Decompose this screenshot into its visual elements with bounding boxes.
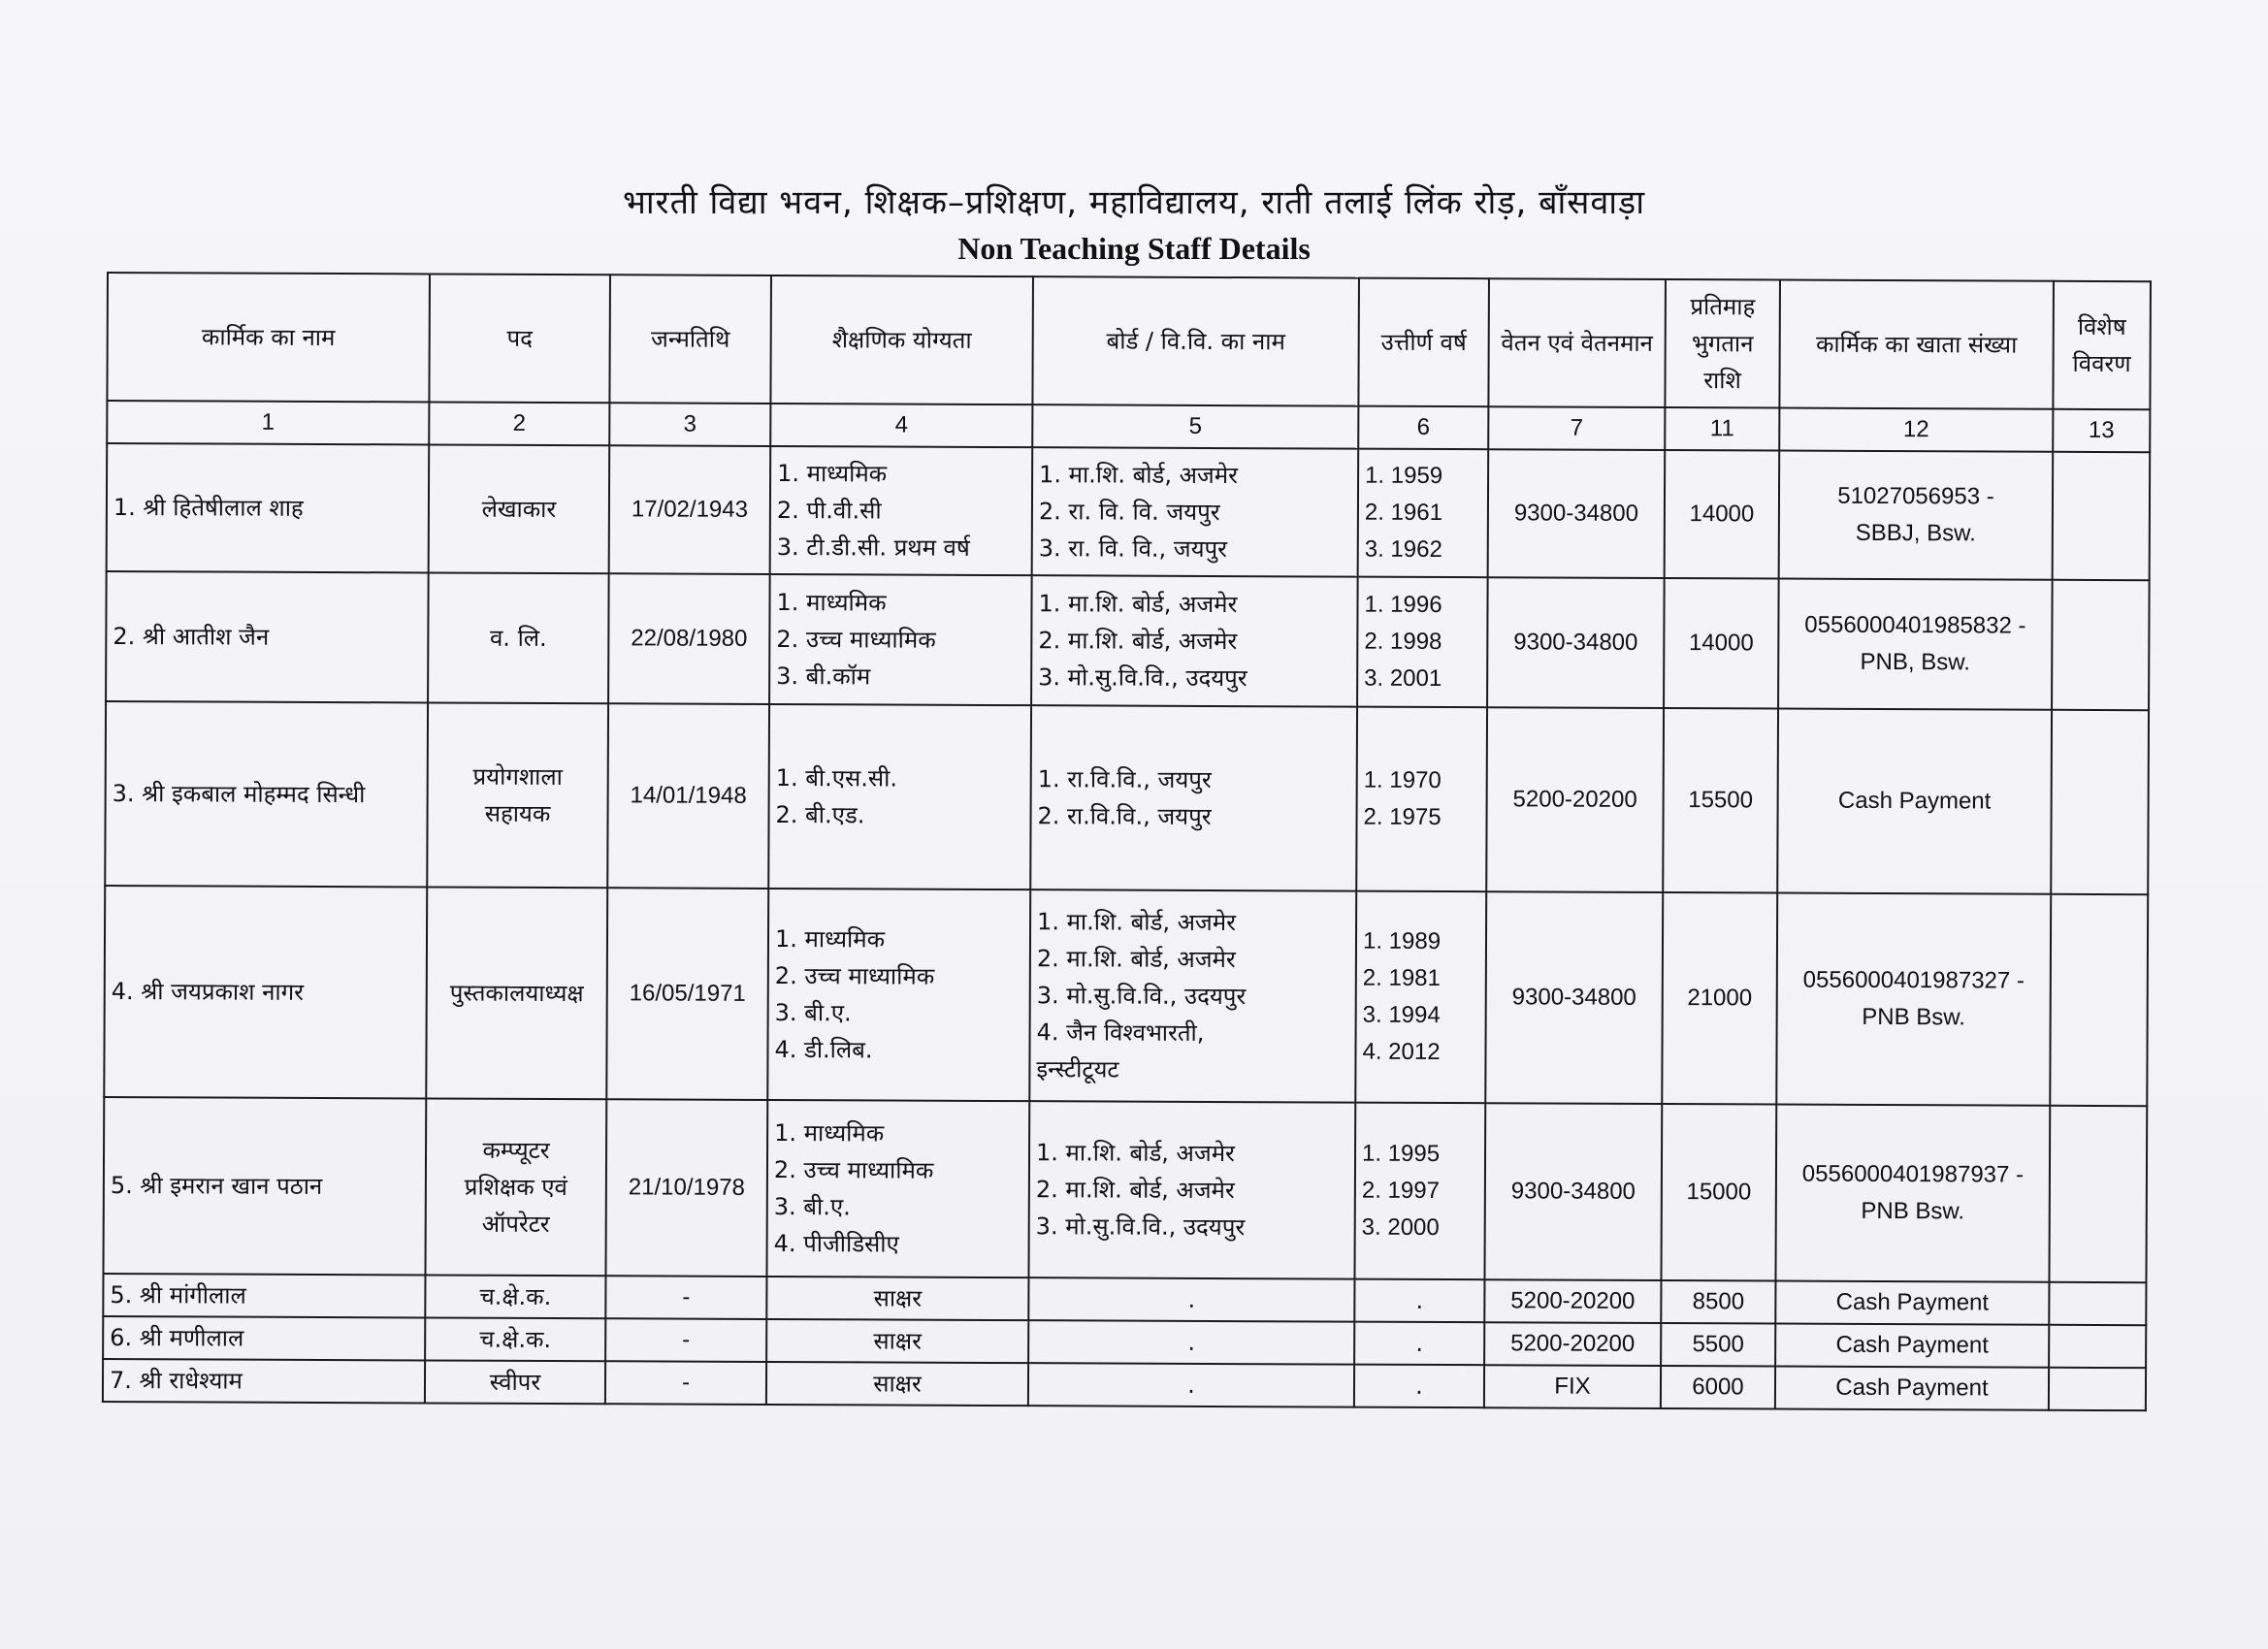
qualification-line: 3. टी.डी.सी. प्रथम वर्ष [776, 534, 970, 562]
account-line: PNB Bsw. [1862, 1003, 1966, 1031]
board-line: 3. मो.सु.वि.वि., उदयपुर [1038, 663, 1247, 693]
staff-qualifications [770, 446, 1033, 575]
staff-qualifications [766, 1100, 1029, 1277]
staff-dob: 17/02/1943 [609, 445, 771, 574]
staff-qualification: साक्षर [766, 1362, 1028, 1406]
staff-pay-scale: 9300-34800 [1484, 1103, 1662, 1280]
account-line: Cash Payment [1837, 787, 1992, 815]
staff-boards [1032, 447, 1359, 576]
account-line: PNB, Bsw. [1860, 648, 1971, 676]
staff-table [102, 272, 2152, 1411]
staff-years [1356, 707, 1487, 892]
staff-post: स्वीपर [425, 1360, 605, 1404]
year-line: 1. 1959 [1365, 462, 1443, 490]
staff-remarks [2050, 894, 2148, 1106]
board-line: 3. मो.सु.वि.वि., उदयपुर [1035, 1212, 1246, 1242]
column-number: 13 [2053, 409, 2150, 452]
qualification-line: 3. बी.ए. [773, 1193, 851, 1221]
staff-year: . [1354, 1322, 1484, 1366]
board-line: 1. मा.शि. बोर्ड, अजमेर [1039, 461, 1239, 490]
column-number: 12 [1779, 408, 2053, 452]
board-line: 2. मा.शि. बोर्ड, अजमेर [1035, 1176, 1235, 1205]
staff-name: 5. श्री मांगीलाल [103, 1274, 425, 1317]
staff-post: च.क्षे.क. [425, 1317, 605, 1361]
board-line: 2. मा.शि. बोर्ड, अजमेर [1036, 945, 1236, 974]
qualification-line: 2. उच्च माध्यामिक [776, 626, 936, 654]
staff-monthly-pay: 15500 [1663, 708, 1778, 893]
staff-post: व. लि. [428, 572, 609, 703]
column-number: 6 [1358, 406, 1488, 450]
staff-account: Cash Payment [1775, 1281, 2049, 1325]
qualification-line: 2. बी.एड. [775, 801, 865, 829]
staff-years [1354, 1103, 1485, 1280]
account-line: SBBJ, Bsw. [1855, 519, 1976, 547]
header-cell: जन्मतिथि [609, 275, 771, 404]
year-line: 3. 1962 [1364, 535, 1442, 564]
board-line: 1. मा.शि. बोर्ड, अजमेर [1037, 908, 1237, 937]
account-line: 51027056953 - [1837, 482, 1994, 510]
qualification-line: 1. माध्यमिक [774, 1119, 885, 1148]
board-line: इन्स्टीटूयट [1036, 1055, 1119, 1083]
staff-account [1777, 709, 2052, 894]
board-line: 2. रा.वि.वि., जयपुर [1037, 802, 1212, 830]
board-line: 2. मा.शि. बोर्ड, अजमेर [1038, 627, 1238, 656]
board-line: 3. मो.सु.वि.वि., उदयपुर [1036, 982, 1247, 1011]
column-number: 7 [1488, 406, 1665, 450]
year-line: 1. 1995 [1361, 1140, 1441, 1168]
qualification-line: 4. पीजीडिसीए [773, 1230, 899, 1258]
qualification-line: 2. उच्च माध्यामिक [773, 1156, 934, 1184]
staff-remarks [2049, 1325, 2146, 1368]
year-line: 3. 1994 [1362, 1001, 1441, 1029]
post-line: प्रशिक्षक एवं [464, 1173, 567, 1202]
board-line: 3. रा. वि. वि., जयपुर [1038, 534, 1228, 564]
staff-name: 2. श्री आतीश जैन [106, 571, 429, 702]
board-line: 2. रा. वि. वि. जयपुर [1038, 498, 1220, 527]
qualification-line: 2. उच्च माध्यामिक [774, 962, 935, 990]
staff-name: 1. श्री हितेषीलाल शाह [107, 443, 430, 572]
header-cell: पद [429, 274, 610, 403]
account-line: 0556000401985832 - [1804, 611, 2026, 639]
staff-monthly-pay: 14000 [1664, 578, 1779, 709]
board-line: 1. मा.शि. बोर्ड, अजमेर [1038, 590, 1238, 619]
board-line: 1. रा.वि.वि., जयपुर [1037, 765, 1212, 793]
staff-remarks [2053, 452, 2151, 580]
column-number: 3 [609, 403, 770, 446]
staff-name: 4. श्री जयप्रकाश नागर [104, 886, 427, 1098]
header-cell: शैक्षणिक योग्यता [770, 275, 1033, 404]
staff-pay-scale: 9300-34800 [1487, 577, 1665, 708]
table-row [107, 443, 2151, 580]
header-cell: विशेष विवरण [2053, 281, 2151, 409]
staff-post [425, 1098, 606, 1276]
staff-monthly-pay: 14000 [1665, 450, 1780, 579]
staff-post: पुस्तकालयाध्यक्ष [426, 887, 607, 1099]
header-cell: कार्मिक का नाम [107, 273, 430, 402]
staff-account [1775, 1105, 2050, 1282]
staff-monthly-pay: 21000 [1662, 892, 1777, 1105]
year-line: 4. 2012 [1362, 1038, 1441, 1066]
staff-name: 5. श्री इमरान खान पठान [103, 1097, 426, 1275]
staff-name: 6. श्री मणीलाल [103, 1316, 425, 1360]
account-line: 0556000401987937 - [1801, 1160, 2025, 1188]
post-line: सहायक [484, 799, 551, 828]
qualification-line: 3. बी.कॉम [776, 663, 871, 691]
staff-account [1779, 451, 2054, 580]
staff-account: Cash Payment [1775, 1324, 2049, 1368]
header-cell: कार्मिक का खाता संख्या [1779, 280, 2054, 409]
staff-name: 7. श्री राधेश्याम [103, 1359, 425, 1403]
staff-board: . [1028, 1277, 1354, 1321]
post-line: प्रयोगशाला [472, 762, 563, 792]
header-cell: वेतन एवं वेतनमान [1488, 278, 1666, 407]
year-line: 3. 2000 [1361, 1213, 1440, 1242]
qualification-line: 4. डी.लिब. [774, 1036, 873, 1064]
staff-pay-scale: 5200-20200 [1486, 707, 1664, 892]
staff-pay-scale: 9300-34800 [1488, 449, 1666, 578]
staff-dob: 14/01/1948 [607, 703, 769, 889]
column-number: 4 [770, 404, 1032, 447]
staff-dob: 21/10/1978 [605, 1099, 767, 1277]
staff-qualification: साक्षर [766, 1319, 1028, 1363]
header-cell: प्रतिमाह भुगतान राशि [1665, 279, 1780, 408]
staff-post: लेखाकार [429, 444, 610, 573]
year-line: 2. 1975 [1363, 803, 1442, 831]
qualification-line: 3. बी.ए. [774, 999, 852, 1027]
account-line: PNB Bsw. [1861, 1197, 1965, 1225]
account-line: 0556000401987327 - [1802, 966, 2025, 994]
qualification-line: 2. पी.वी.सी [776, 497, 882, 525]
staff-dob: - [605, 1318, 766, 1362]
staff-remarks [2049, 1368, 2146, 1410]
staff-account: Cash Payment [1775, 1367, 2049, 1410]
year-line: 1. 1989 [1362, 927, 1442, 955]
staff-years [1357, 577, 1488, 708]
staff-boards [1028, 1101, 1355, 1278]
staff-dob: 22/08/1980 [608, 573, 770, 704]
header-cell: बोर्ड / वि.वि. का नाम [1032, 276, 1359, 405]
staff-pay-scale: FIX [1484, 1365, 1661, 1408]
staff-year: . [1354, 1279, 1484, 1323]
table-row [104, 886, 2148, 1106]
staff-boards [1029, 889, 1356, 1102]
qualification-line: 1. बी.एस.सी. [775, 764, 898, 792]
staff-dob: - [605, 1361, 766, 1405]
staff-pay-scale: 5200-20200 [1484, 1322, 1661, 1366]
post-line: ऑपरेटर [481, 1210, 550, 1239]
staff-monthly-pay: 8500 [1661, 1280, 1775, 1324]
staff-remarks [2052, 580, 2150, 710]
page-title: भारती विद्या भवन, शिक्षक–प्रशिक्षण, महाविद्यालय, राती तलाई लिंक रोड़, बाँसवाड़ा [622, 183, 1646, 222]
year-line: 2. 1998 [1364, 628, 1442, 656]
staff-remarks [2049, 1106, 2147, 1282]
qualification-line: 1. माध्यमिक [777, 460, 888, 488]
year-line: 2. 1981 [1362, 964, 1441, 992]
staff-account [1778, 579, 2053, 710]
year-line: 1. 1970 [1363, 766, 1442, 794]
staff-remarks [2049, 1282, 2146, 1325]
staff-qualification: साक्षर [766, 1277, 1028, 1320]
staff-boards [1030, 705, 1357, 890]
column-number: 5 [1032, 404, 1358, 448]
qualification-line: 1. माध्यमिक [776, 589, 887, 617]
staff-board: . [1028, 1363, 1354, 1406]
year-line: 1. 1996 [1364, 591, 1442, 619]
staff-post: च.क्षे.क. [425, 1275, 605, 1318]
staff-post [427, 702, 608, 888]
post-line: कम्प्यूटर [482, 1136, 550, 1165]
staff-dob: 16/05/1971 [606, 888, 768, 1100]
staff-board: . [1028, 1320, 1354, 1364]
staff-monthly-pay: 15000 [1661, 1104, 1776, 1281]
qualification-line: 1. माध्यमिक [774, 925, 886, 954]
staff-boards [1031, 575, 1358, 706]
year-line: 2. 1961 [1364, 499, 1443, 527]
table-row [103, 1359, 2146, 1410]
board-line: 4. जैन विश्वभारती, [1036, 1018, 1205, 1047]
staff-name: 3. श्री इकबाल मोहम्मद सिन्धी [105, 701, 428, 887]
page-subtitle: Non Teaching Staff Details [957, 231, 1311, 266]
staff-account [1776, 893, 2051, 1106]
staff-years [1355, 891, 1486, 1104]
staff-qualifications [767, 889, 1030, 1101]
column-number: 11 [1665, 407, 1779, 451]
staff-year: . [1354, 1365, 1484, 1408]
staff-monthly-pay: 5500 [1661, 1323, 1775, 1367]
staff-monthly-pay: 6000 [1661, 1366, 1775, 1409]
table-row [103, 1097, 2147, 1282]
table-row [106, 571, 2150, 710]
staff-qualifications [769, 574, 1032, 705]
header-cell: उत्तीर्ण वर्ष [1358, 278, 1489, 407]
table-row [105, 701, 2149, 894]
staff-dob: - [605, 1276, 766, 1319]
staff-years [1358, 449, 1489, 578]
header-row [107, 273, 2151, 409]
column-number: 1 [107, 401, 429, 444]
staff-pay-scale: 9300-34800 [1485, 891, 1663, 1104]
staff-remarks [2051, 710, 2149, 894]
staff-pay-scale: 5200-20200 [1484, 1279, 1661, 1323]
year-line: 2. 1997 [1361, 1177, 1441, 1205]
column-number: 2 [429, 402, 609, 445]
board-line: 1. मा.शि. बोर्ड, अजमेर [1035, 1139, 1235, 1168]
year-line: 3. 2001 [1364, 664, 1442, 693]
staff-qualifications [768, 704, 1031, 889]
